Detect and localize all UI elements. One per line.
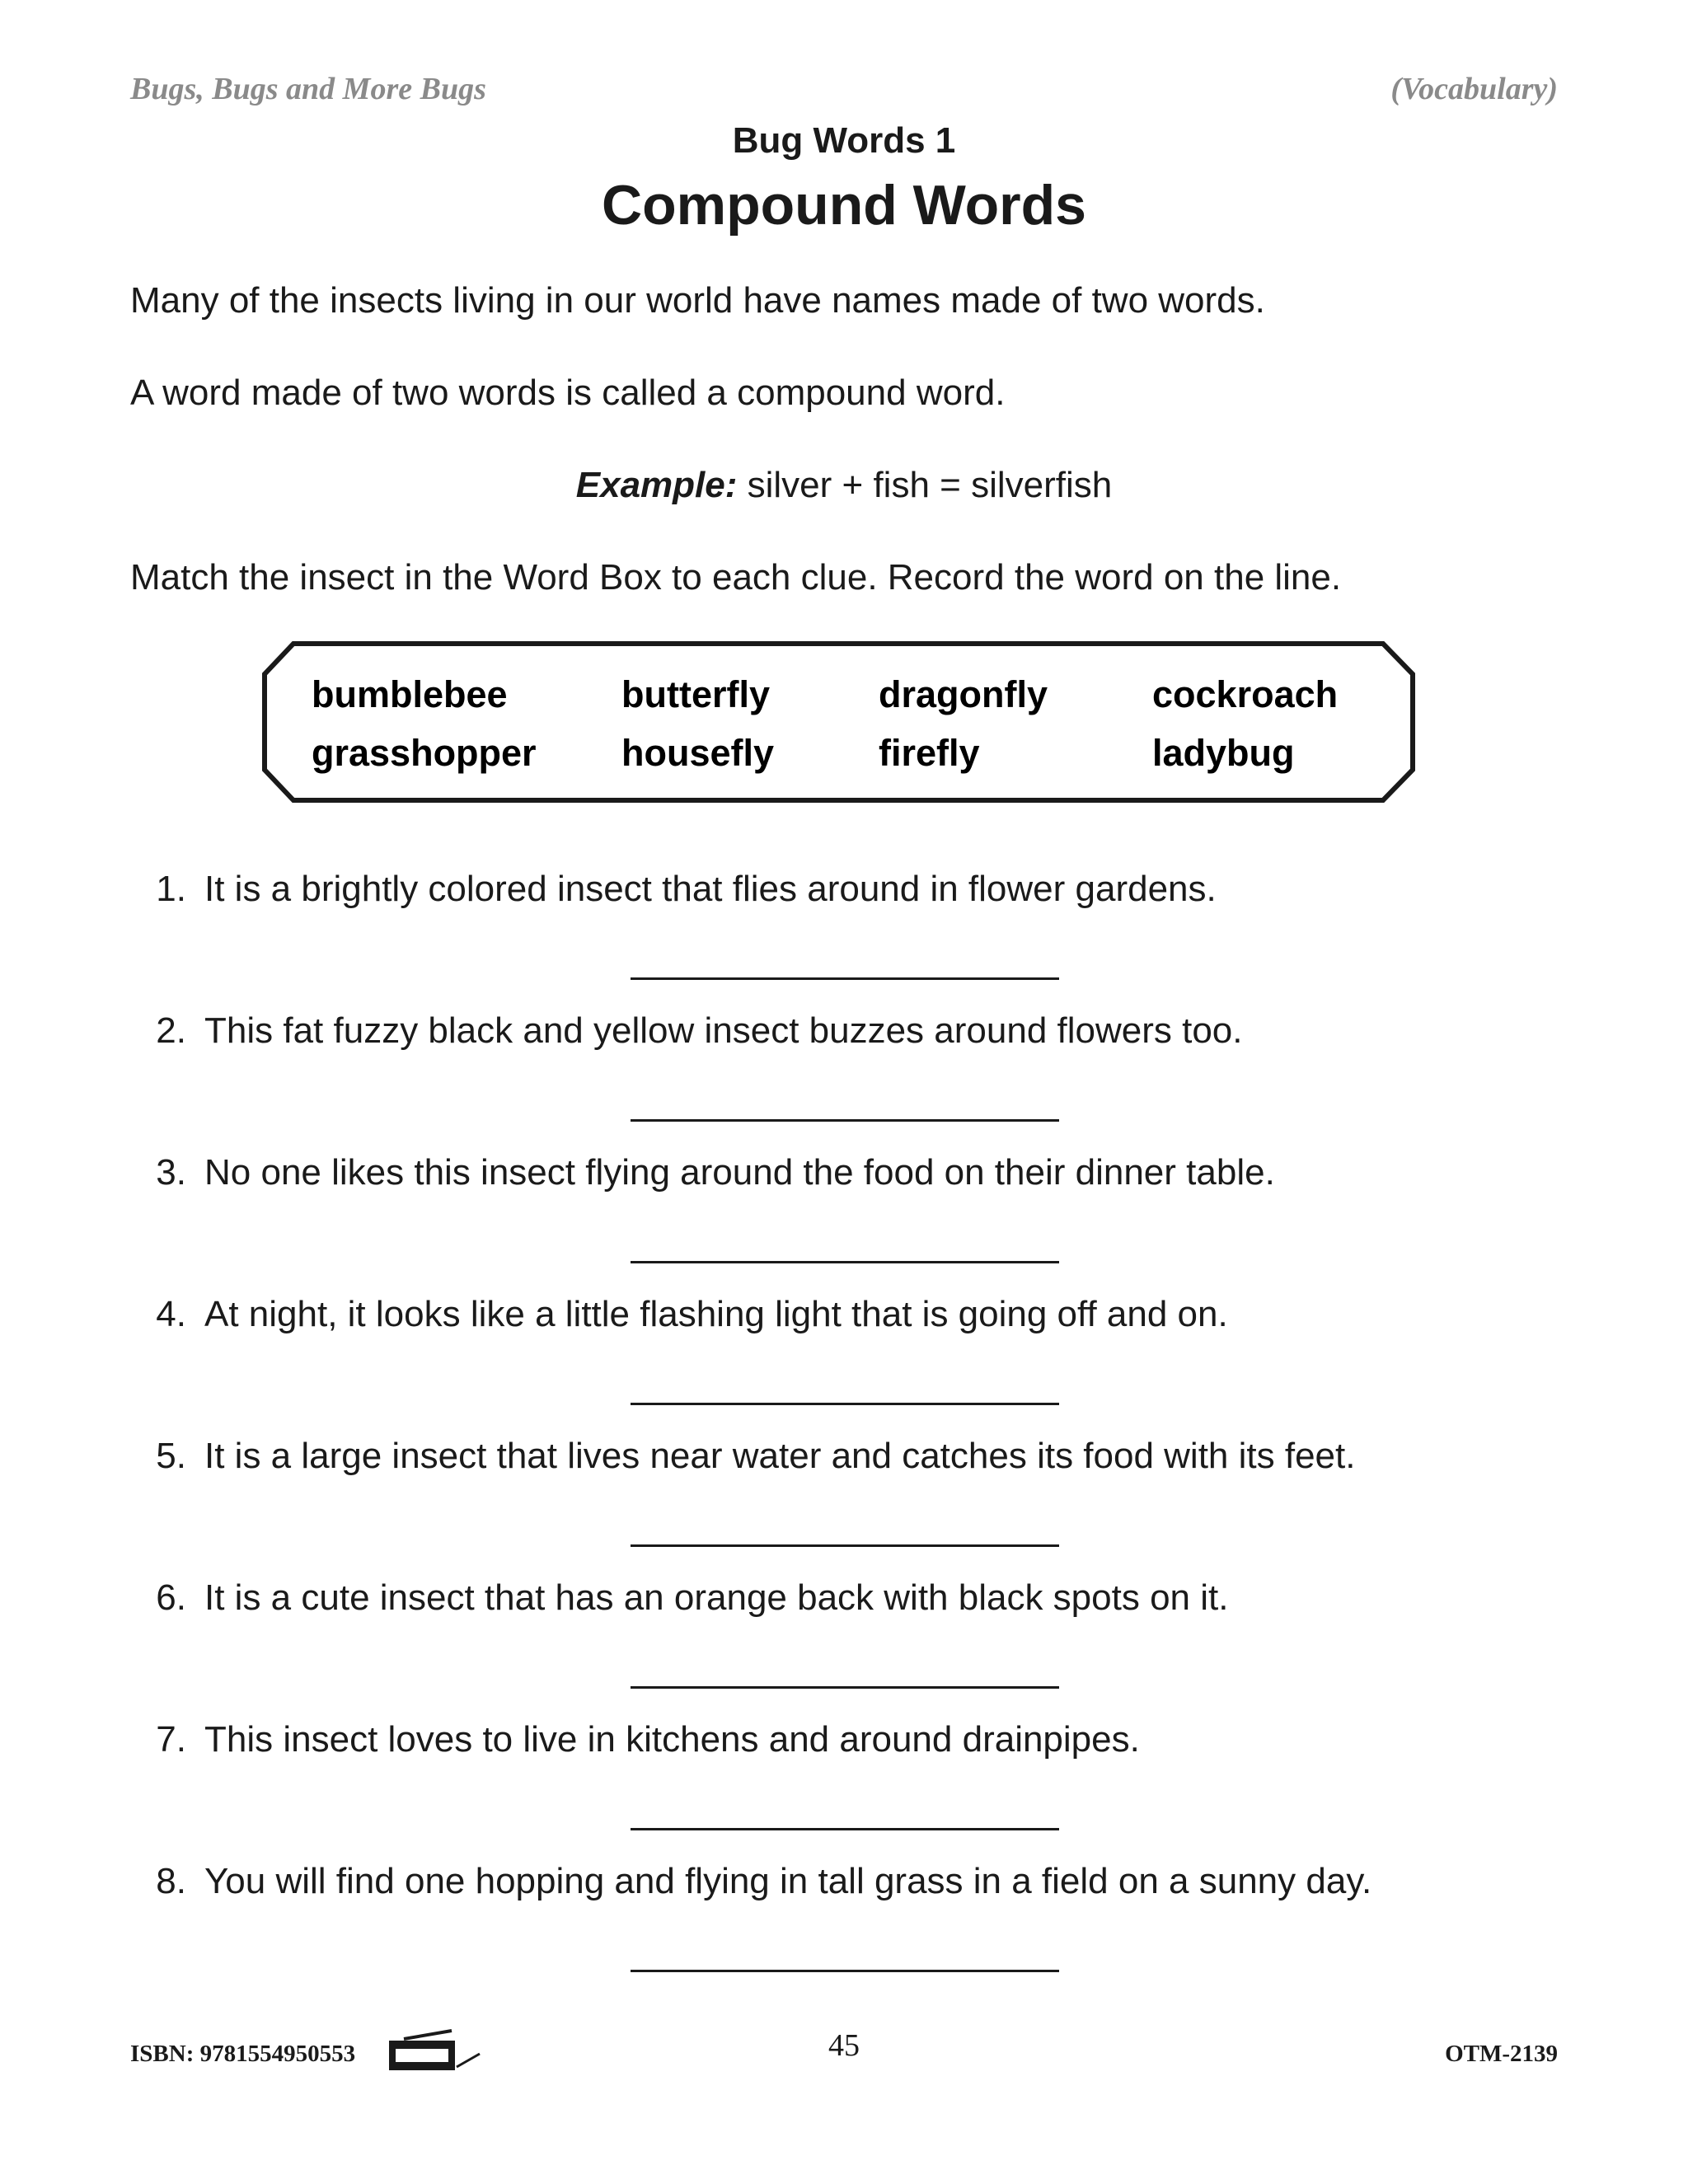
question-text: No one likes this insect flying around the food on their dinner table. <box>204 1152 1275 1193</box>
word-box-item: dragonfly <box>879 673 1048 715</box>
example <box>0 465 1688 506</box>
question-text: It is a brightly colored insect that flies around in flower gardens. <box>204 869 1217 909</box>
question-number: 8. <box>156 1861 186 1901</box>
answer-line[interactable] <box>631 977 1059 980</box>
intro-line-1: Many of the insects living in our world have names made of two words. <box>130 280 1265 321</box>
answer-line[interactable] <box>631 1544 1059 1547</box>
book-title: Bugs, Bugs and More Bugs <box>130 72 486 106</box>
word-box-item: grasshopper <box>312 732 537 774</box>
question-text: You will find one hopping and flying in tall grass in a field on a sunny day. <box>204 1861 1372 1901</box>
word-box-item: ladybug <box>1152 732 1295 774</box>
product-code: OTM-2139 <box>1445 2041 1558 2067</box>
answer-line[interactable] <box>631 1828 1059 1830</box>
question-text: This fat fuzzy black and yellow insect buzzes around flowers too. <box>204 1010 1243 1051</box>
answer-line[interactable] <box>631 1686 1059 1689</box>
question-number: 4. <box>156 1294 186 1334</box>
instructions: Match the insect in the Word Box to each clue. Record the word on the line. <box>130 557 1342 598</box>
question-text: It is a large insect that lives near water and catches its food with its feet. <box>204 1436 1356 1476</box>
example-text: silver + fish = silverfish <box>737 465 1113 505</box>
page-number: 45 <box>828 2028 860 2063</box>
answer-line[interactable] <box>631 1261 1059 1263</box>
word-box-item: firefly <box>879 732 980 774</box>
question-number: 3. <box>156 1152 186 1193</box>
word-box-item: bumblebee <box>312 673 508 715</box>
answer-line[interactable] <box>631 1119 1059 1122</box>
worksheet-subtitle: Bug Words 1 <box>732 120 956 161</box>
question-text: This insect loves to live in kitchens and around drainpipes. <box>204 1719 1140 1760</box>
question-text: It is a cute insect that has an orange back with black spots on it. <box>204 1577 1229 1618</box>
answer-line[interactable] <box>631 1403 1059 1405</box>
section-label: (Vocabulary) <box>1390 72 1558 106</box>
question-number: 7. <box>156 1719 186 1760</box>
question-number: 2. <box>156 1010 186 1051</box>
word-box <box>262 641 1416 803</box>
isbn: ISBN: 9781554950553 <box>130 2041 356 2067</box>
answer-line[interactable] <box>631 1970 1059 1972</box>
word-box-item: cockroach <box>1152 673 1339 715</box>
question-number: 1. <box>156 869 186 909</box>
question-number: 5. <box>156 1436 186 1476</box>
worksheet-title: Compound Words <box>602 174 1086 237</box>
word-box-item: housefly <box>621 732 775 774</box>
question-number: 6. <box>156 1577 186 1618</box>
intro-line-2: A word made of two words is called a compound word. <box>130 373 1006 413</box>
word-box-item: butterfly <box>621 673 770 715</box>
question-text: At night, it looks like a little flashing light that is going off and on. <box>204 1294 1228 1334</box>
example-label: Example: <box>575 465 738 505</box>
